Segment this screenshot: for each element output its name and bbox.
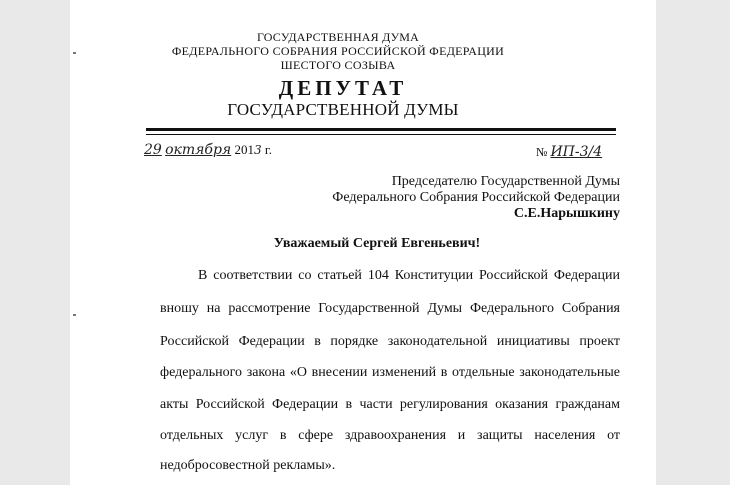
margin-mark [73,314,76,316]
date-day: 29 [144,142,162,158]
document-subtitle: ГОСУДАРСТВЕННОЙ ДУМЫ [227,100,459,119]
document-number [536,144,602,160]
date-month: октября [165,142,232,158]
date-suffix: г. [264,142,272,157]
org-line-1: ГОСУДАРСТВЕННАЯ ДУМА [256,30,420,44]
addressee-line-1: Председателю Государственной Думы [391,174,620,189]
document-title: ДЕПУТАТ [278,76,408,100]
date-year-suffix: 3 [253,143,262,157]
date-year-prefix: 201 [234,142,254,157]
addressee-name: С.Е.Нарышкину [513,206,620,221]
org-line-3: ШЕСТОГО СОЗЫВА [280,58,396,72]
salutation: Уважаемый Сергей Евгеньевич! [273,236,481,251]
header-rule-thick [146,128,616,131]
body-line: федерального закона «О внесении изменений в отдельные законодательные [160,365,620,380]
number-value: ИП-3/4 [550,144,603,160]
body-line: Российской Федерации в порядке законодательной инициативы проект [160,334,620,349]
number-label: № [536,145,548,159]
body-line: недобросовестной рекламы». [160,458,336,473]
body-line: отдельных услуг в сфере здравоохранения и защиты населения от [160,428,620,443]
document-date [144,142,272,158]
document-page [70,0,656,485]
body-line: В соответствии со статьей 104 Конституции Российской Федерации [198,268,620,283]
org-line-2: ФЕДЕРАЛЬНОГО СОБРАНИЯ РОССИЙСКОЙ ФЕДЕРАЦИИ [171,44,505,58]
header-rule-thin [146,134,616,135]
body-line: вношу на рассмотрение Государственной Думы Федерального Собрания [160,301,620,316]
addressee-line-2: Федерального Собрания Российской Федерации [332,190,620,205]
body-line: акты Российской Федерации в части регулирования оказания гражданам [160,397,620,412]
